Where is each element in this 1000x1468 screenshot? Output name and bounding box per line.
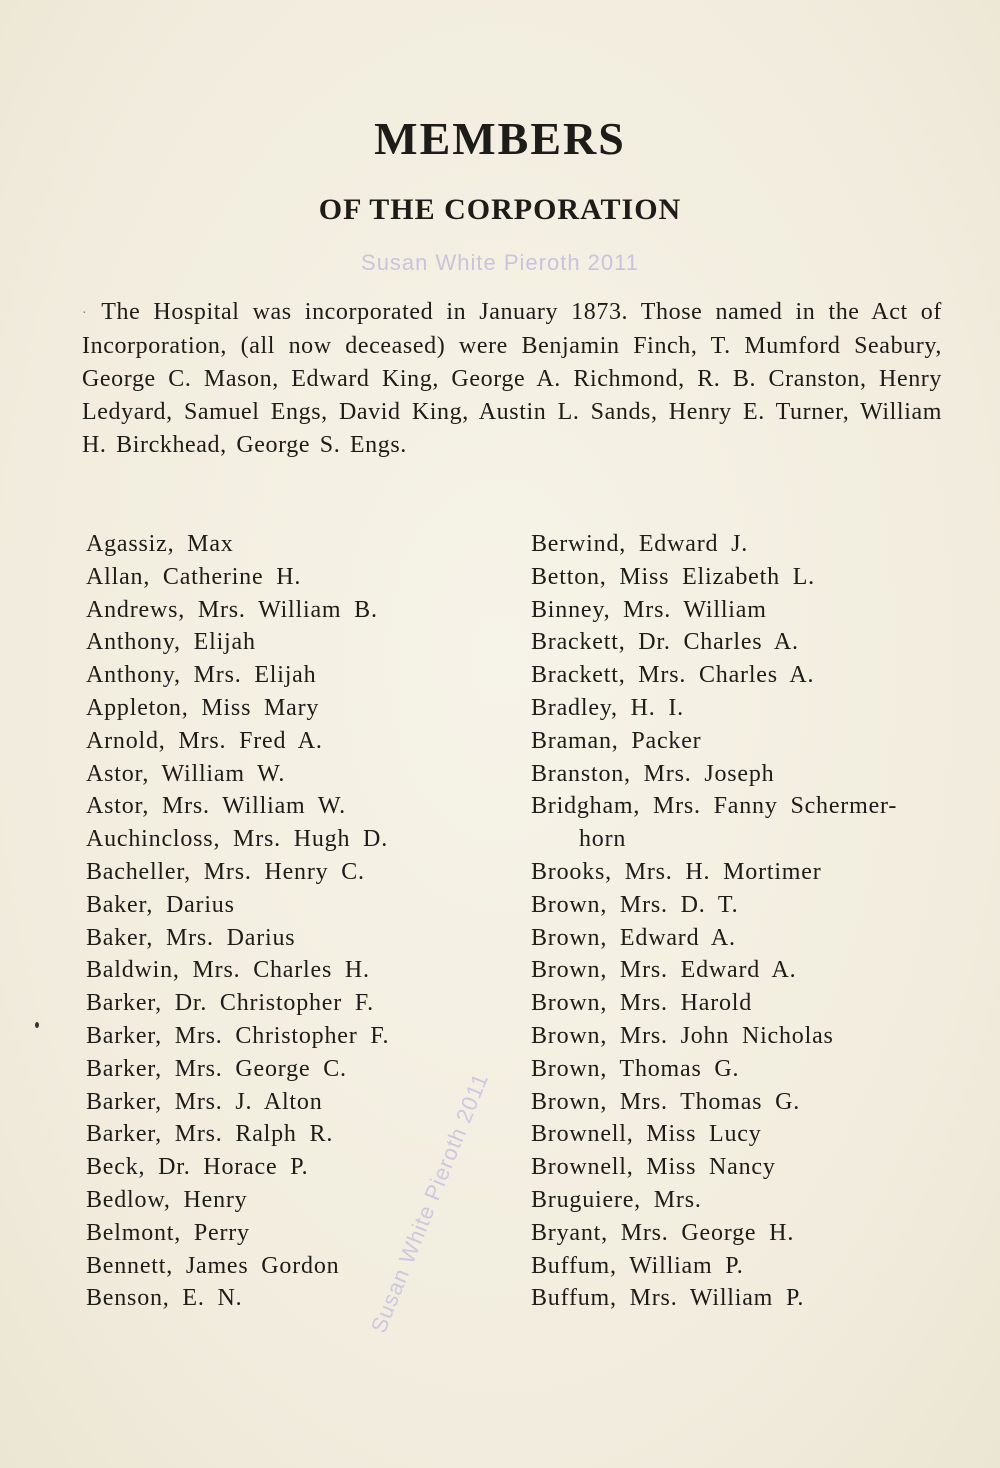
member-name: Belmont, Perry <box>86 1219 250 1246</box>
member-name: Bennett, James Gordon <box>86 1252 340 1279</box>
member-name: Bacheller, Mrs. Henry C. <box>86 858 365 885</box>
member-name: Andrews, Mrs. William B. <box>86 596 378 623</box>
intro-paragraph <box>82 296 942 462</box>
member-name: Berwind, Edward J. <box>531 531 749 557</box>
ink-speck <box>35 1022 39 1028</box>
member-name: Brown, Mrs. Thomas G. <box>531 1088 801 1115</box>
member-name: Appleton, Miss Mary <box>86 694 320 721</box>
member-name: Brown, Mrs. Harold <box>531 990 753 1017</box>
page-subtitle: OF THE CORPORATION <box>318 193 682 226</box>
member-name: Brown, Mrs. Edward A. <box>531 957 797 984</box>
member-name: Brooks, Mrs. H. Mortimer <box>531 858 822 885</box>
member-name: Buffum, William P. <box>531 1252 744 1279</box>
member-name: Bridgham, Mrs. Fanny Schermer- <box>531 793 898 820</box>
member-name: Brown, Thomas G. <box>531 1055 740 1082</box>
member-name: Brownell, Miss Nancy <box>531 1154 776 1181</box>
member-name: Bruguiere, Mrs. <box>531 1186 702 1213</box>
member-name: Auchincloss, Mrs. Hugh D. <box>86 826 388 853</box>
member-name: Branston, Mrs. Joseph <box>531 760 775 787</box>
member-name: Buffum, Mrs. William P. <box>531 1285 805 1312</box>
watermark-diagonal: Susan White Pieroth 2011 <box>365 1069 494 1337</box>
member-name: Astor, William W. <box>86 760 286 787</box>
member-name: Braman, Packer <box>531 727 702 754</box>
watermark-top: Susan White Pieroth 2011 <box>361 250 639 275</box>
page-title: MEMBERS <box>374 113 626 164</box>
member-name-continuation: horn <box>579 826 627 853</box>
member-name: Allan, Catherine H. <box>86 563 302 590</box>
member-name: Arnold, Mrs. Fred A. <box>86 727 323 754</box>
members-list-right <box>531 528 961 1315</box>
member-name: Baldwin, Mrs. Charles H. <box>86 957 370 984</box>
member-name: Brownell, Miss Lucy <box>531 1121 762 1148</box>
member-name: Bryant, Mrs. George H. <box>531 1219 795 1246</box>
member-name: Brackett, Mrs. Charles A. <box>531 662 815 689</box>
member-name: Barker, Mrs. J. Alton <box>86 1088 323 1115</box>
member-name: Barker, Mrs. Ralph R. <box>86 1121 334 1148</box>
member-name: Baker, Darius <box>86 891 235 918</box>
member-name: Bradley, H. I. <box>531 694 684 721</box>
member-name: Astor, Mrs. William W. <box>86 793 346 820</box>
member-name: Agassiz, Max <box>86 531 234 557</box>
member-name: Barker, Mrs. George C. <box>86 1055 347 1082</box>
member-name: Brown, Mrs. D. T. <box>531 891 739 918</box>
member-name: Brown, Mrs. John Nicholas <box>531 1022 834 1049</box>
member-name: Anthony, Mrs. Elijah <box>86 662 317 689</box>
bullet-dot: · <box>82 305 88 321</box>
member-name: Barker, Mrs. Christopher F. <box>86 1022 390 1049</box>
member-name: Anthony, Elijah <box>86 629 256 656</box>
member-name: Barker, Dr. Christopher F. <box>86 990 374 1017</box>
intro-text: The Hospital was incorporated in January 1873. Those named in the Act of Incorporation, (all now deceased) were Benjamin Finch, T. Mumford Seabury, George C. Mason, Edward King, George A. Richmond, R. B. Cranston, Henry Ledyard, Samuel Engs, David King, Austin L. Sands, Henry E. Turner, William H. Birckhead, George S. Engs. <box>82 299 942 458</box>
member-name: Benson, E. N. <box>86 1285 243 1312</box>
member-name: Brown, Edward A. <box>531 924 736 951</box>
member-name: Brackett, Dr. Charles A. <box>531 629 799 656</box>
member-name: Beck, Dr. Horace P. <box>86 1154 309 1181</box>
member-name: Betton, Miss Elizabeth L. <box>531 563 815 590</box>
member-name: Baker, Mrs. Darius <box>86 924 296 951</box>
member-name: Bedlow, Henry <box>86 1186 248 1213</box>
member-name: Binney, Mrs. William <box>531 596 767 623</box>
